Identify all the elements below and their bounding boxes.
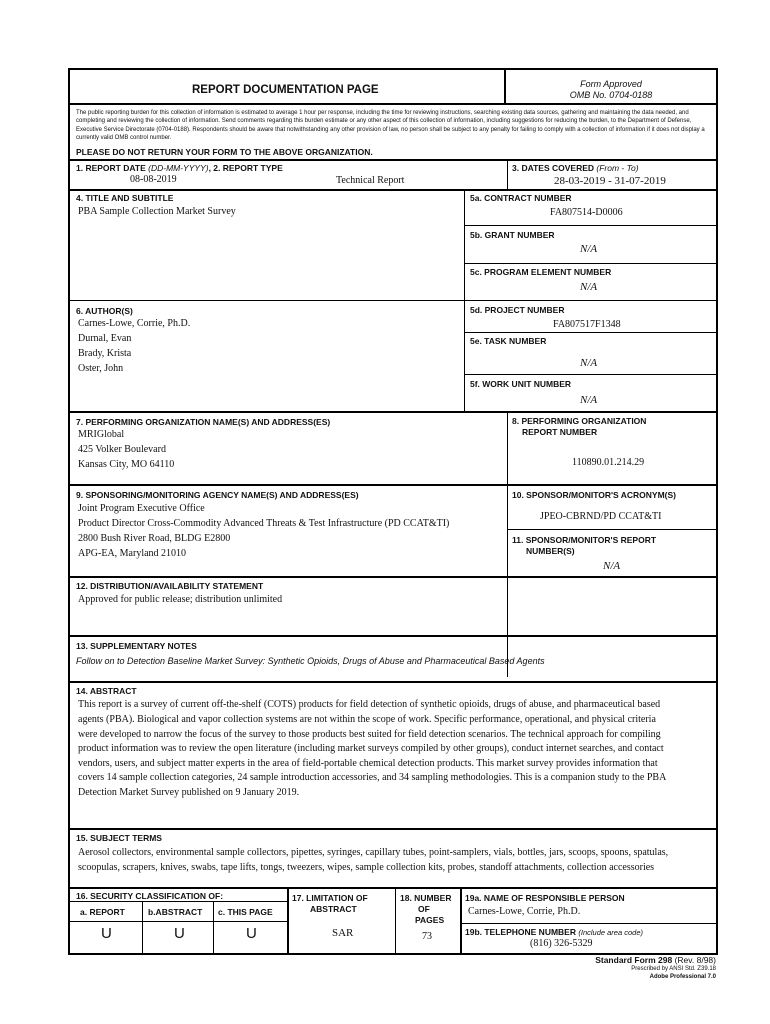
work-unit-label: 5f. WORK UNIT NUMBER (470, 379, 572, 389)
burden-statement: The public reporting burden for this collection of information is estimated to average 1 hour per response, including the time for reviewing instructions, searching existing data sources, gathering and maintaining the data needed, and completing and reviewing the collection of information. Send comments regarding this burden estimate or any other aspect of this collection of information, including suggestions for reducing the burden, to the Department of Defense, Executive Service Directorate (0704-0188). Respondents should be aware that notwithstanding any other provision of law, no person shall be subject to any penalty for failing to comply with a collection of information if it does not display a currently valid OMB control number. (76, 110, 705, 142)
grant-number-value: N/A (580, 243, 598, 255)
abstract-line-1: This report is a survey of current off-the-shelf (COTS) products for field detection of synthetic opioids, drugs of abuse, and pharmaceutical based (78, 699, 661, 710)
prescribed-by: Prescribed by ANSI Std. Z39.18 (631, 966, 716, 972)
subject-terms-line-2: scoopulas, scrapers, knives, swabs, tape lifts, tongs, tweezers, wipes, sample collection kits, probes, standoff attachments, collection accessories (78, 862, 655, 873)
limitation-value: SAR (332, 927, 354, 939)
sponsor-acronym-label: 10. SPONSOR/MONITOR'S ACRONYM(S) (512, 490, 677, 500)
title-value: PBA Sample Collection Market Survey (78, 206, 236, 217)
sponsoring-agency-line-4: APG-EA, Maryland 21010 (78, 548, 187, 559)
form-approved: Form Approved (580, 79, 642, 89)
abstract-line-2: agents (PBA). Biological and vapor collection systems are not within the scope of work. Specific performance, operational, and physical criteria (78, 714, 656, 725)
standard-form-number: Standard Form 298 (Rev. 8/98) (595, 955, 716, 965)
project-number-value: FA807517F1348 (553, 319, 621, 330)
abstract-line-7: Detection Market Survey published on 9 January 2019. (78, 787, 300, 798)
author-2: Durnal, Evan (78, 333, 132, 344)
report-date-label: 1. REPORT DATE (DD-MM-YYYY), 2. REPORT TYPE (76, 163, 283, 173)
abstract-class-label: b.ABSTRACT (148, 907, 203, 917)
task-number-value: N/A (580, 357, 598, 369)
grant-number-label: 5b. GRANT NUMBER (470, 230, 555, 240)
title-label: 4. TITLE AND SUBTITLE (76, 193, 174, 203)
limitation-label-1: 17. LIMITATION OF (292, 893, 368, 903)
sponsor-report-value: N/A (603, 560, 621, 572)
performing-report-label-2: REPORT NUMBER (522, 427, 598, 437)
pages-value: 73 (422, 931, 432, 942)
supplementary-notes-label: 13. SUPPLEMENTARY NOTES (76, 641, 197, 651)
project-number-label: 5d. PROJECT NUMBER (470, 305, 565, 315)
return-warning: PLEASE DO NOT RETURN YOUR FORM TO THE ABOVE ORGANIZATION. (76, 147, 373, 157)
subject-terms-line-1: Aerosol collectors, environmental sample collectors, pipettes, syringes, capillary tubes, point-samplers, vials, bottles, jars, scoops, spoons, spatulas, (78, 847, 669, 858)
sponsoring-agency-line-1: Joint Program Executive Office (78, 503, 205, 514)
authors-label: 6. AUTHOR(S) (76, 306, 133, 316)
sponsor-report-label-2: NUMBER(S) (526, 546, 575, 556)
this-page-class-value: U (246, 925, 257, 942)
report-type-value: Technical Report (336, 175, 405, 186)
abstract-line-4: product information was to review the open literature (including market surveys compiled by other groups), conduct internet searches, and contact (78, 743, 664, 754)
performing-report-value: 110890.01.214.29 (572, 457, 645, 468)
work-unit-value: N/A (580, 394, 598, 406)
responsible-person-label: 19a. NAME OF RESPONSIBLE PERSON (465, 893, 625, 903)
sponsoring-agency-line-3: 2800 Bush River Road, BLDG E2800 (78, 533, 231, 544)
form-title: REPORT DOCUMENTATION PAGE (192, 84, 379, 96)
adobe-version: Adobe Professional 7.0 (649, 974, 716, 980)
distribution-label: 12. DISTRIBUTION/AVAILABILITY STATEMENT (76, 581, 264, 591)
contract-number-label: 5a. CONTRACT NUMBER (470, 193, 572, 203)
sponsor-acronym-value: JPEO-CBRND/PD CCAT&TI (540, 511, 662, 522)
pages-label-1: 18. NUMBER (400, 893, 452, 903)
this-page-class-label: c. THIS PAGE (218, 907, 273, 917)
report-class-value: U (101, 925, 112, 942)
pages-label-3: PAGES (415, 915, 445, 925)
sponsoring-agency-line-2: Product Director Cross-Commodity Advanced Threats & Test Infrastructure (PD CCAT&TI) (78, 518, 450, 529)
dates-covered-value: 28-03-2019 - 31-07-2019 (554, 175, 666, 187)
contract-number-value: FA807514-D0006 (550, 207, 623, 218)
performing-org-line-1: MRIGlobal (78, 429, 125, 440)
pages-label-2: OF (418, 904, 430, 914)
abstract-line-3: were developed to narrow the focus of the survey to those products best suited for field detection scenarios. The technical approach for compiling (78, 729, 661, 740)
abstract-line-6: covers 14 sample collection categories, 24 sample introduction accessories, and 34 sampling methodologies. This is a companion study to the PBA (78, 772, 667, 783)
program-element-value: N/A (580, 281, 598, 293)
performing-report-label-1: 8. PERFORMING ORGANIZATION (512, 416, 647, 426)
responsible-person-value: Carnes-Lowe, Corrie, Ph.D. (468, 906, 581, 917)
program-element-label: 5c. PROGRAM ELEMENT NUMBER (470, 267, 612, 277)
security-classification-label: 16. SECURITY CLASSIFICATION OF: (76, 891, 224, 901)
performing-org-line-3: Kansas City, MO 64110 (78, 459, 175, 470)
supplementary-notes-value: Follow on to Detection Baseline Market Survey: Synthetic Opioids, Drugs of Abuse and Pharmaceutical Based Agents (76, 656, 545, 666)
abstract-class-value: U (174, 925, 185, 942)
author-3: Brady, Krista (78, 348, 132, 359)
report-date-value: 08-08-2019 (130, 174, 177, 185)
sponsoring-agency-label: 9. SPONSORING/MONITORING AGENCY NAME(S) AND ADDRESS(ES) (76, 490, 359, 500)
performing-org-label: 7. PERFORMING ORGANIZATION NAME(S) AND ADDRESS(ES) (76, 417, 331, 427)
omb-number: OMB No. 0704-0188 (569, 90, 653, 100)
telephone-value: (816) 326-5329 (530, 938, 593, 949)
subject-terms-label: 15. SUBJECT TERMS (76, 833, 162, 843)
performing-org-line-2: 425 Volker Boulevard (78, 444, 166, 455)
abstract-label: 14. ABSTRACT (76, 686, 137, 696)
task-number-label: 5e. TASK NUMBER (470, 336, 547, 346)
sponsor-report-label-1: 11. SPONSOR/MONITOR'S REPORT (512, 535, 657, 545)
report-documentation-form (68, 68, 718, 955)
author-4: Oster, John (78, 363, 124, 374)
dates-covered-label: 3. DATES COVERED (From - To) (512, 163, 639, 173)
report-class-label: a. REPORT (80, 907, 125, 917)
distribution-value: Approved for public release; distribution unlimited (78, 594, 283, 605)
telephone-label: 19b. TELEPHONE NUMBER (Include area code) (465, 927, 643, 937)
limitation-label-2: ABSTRACT (310, 904, 357, 914)
author-1: Carnes-Lowe, Corrie, Ph.D. (78, 318, 191, 329)
abstract-line-5: vendors, users, and subject matter experts in the area of field-portable chemical detection products. This market survey provides information that (78, 758, 658, 769)
